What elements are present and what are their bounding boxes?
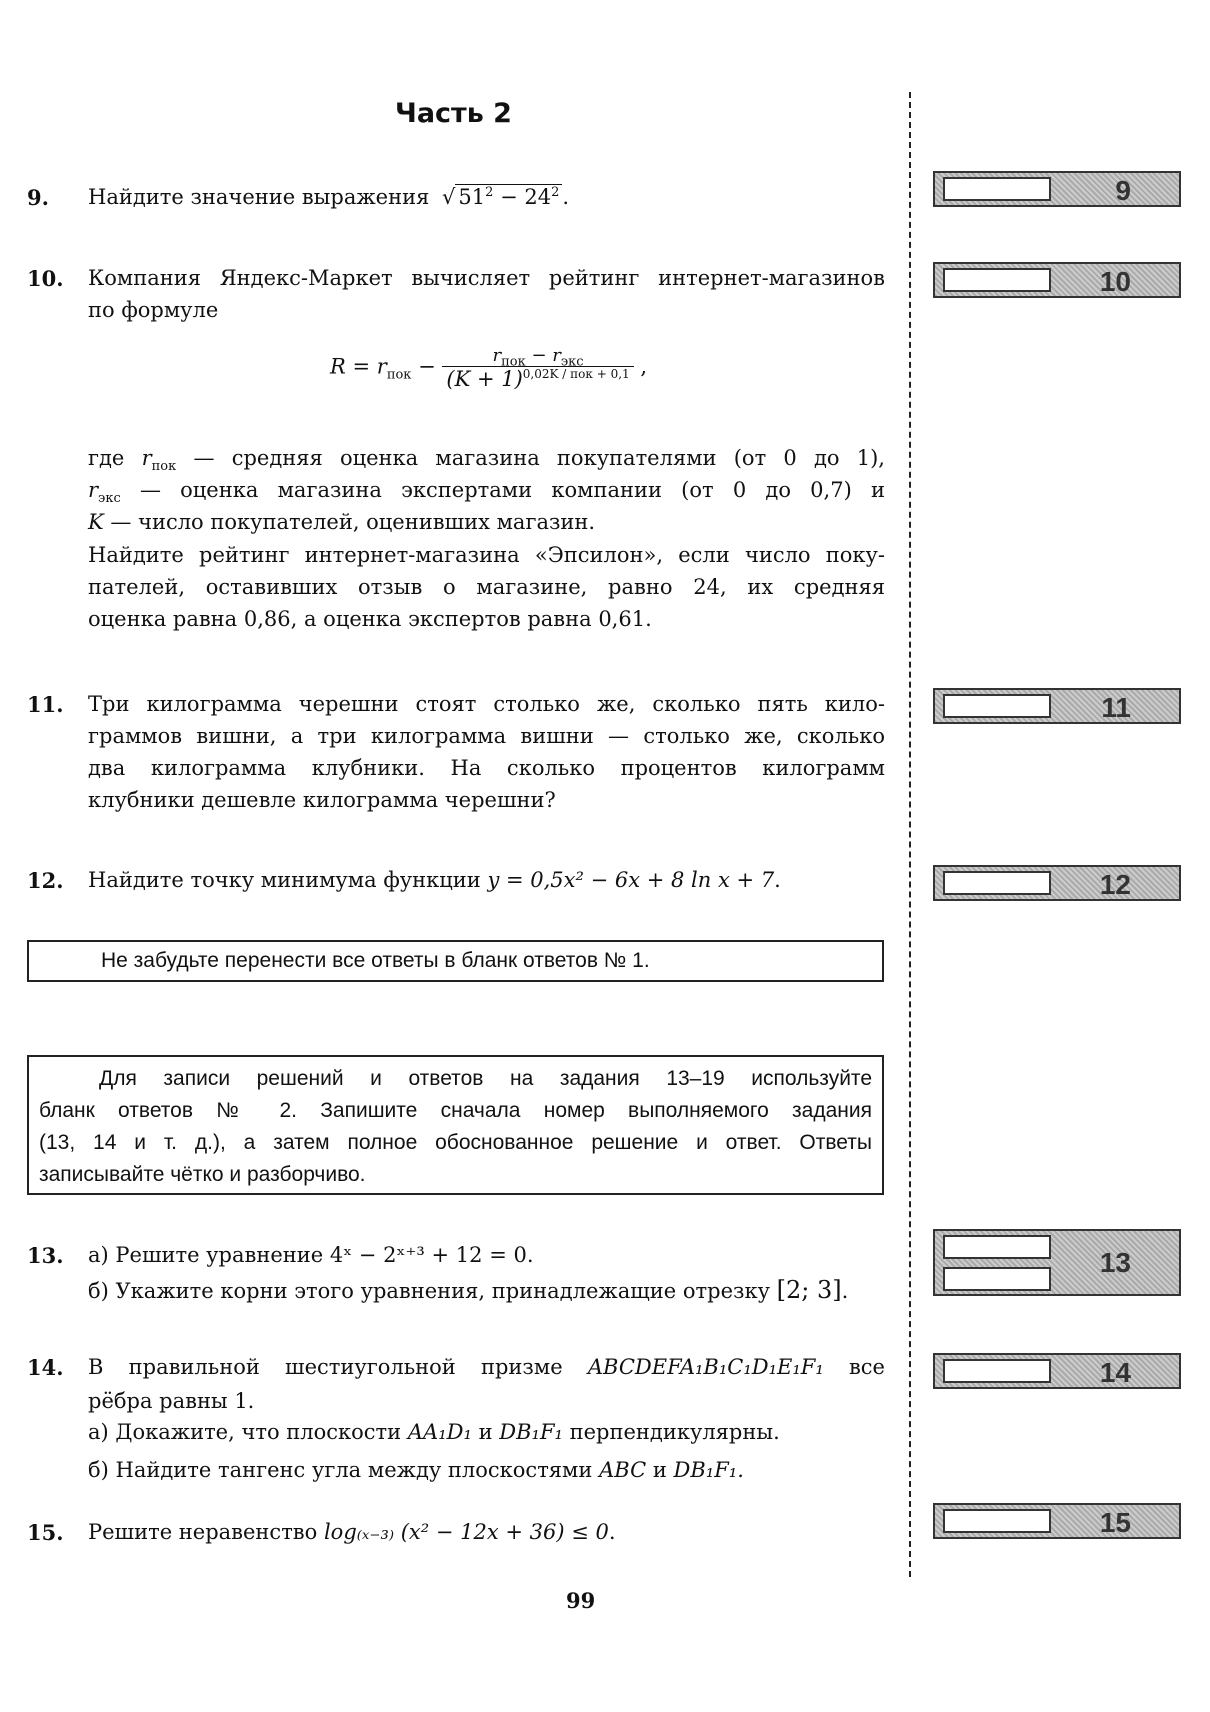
answer-field[interactable] xyxy=(943,268,1051,292)
answer-box-10[interactable]: 10 xyxy=(933,262,1181,298)
page-number: 99 xyxy=(566,1588,596,1613)
answer-field[interactable] xyxy=(943,1359,1051,1383)
answer-field[interactable] xyxy=(943,1235,1051,1259)
task-11-line: два килограмма клубники. На сколько процентов килограмм xyxy=(88,756,885,780)
task-11-line: клубники дешевле килограмма черешни? xyxy=(88,788,556,812)
rating-formula: $R = r_{пок}$ − $\frac{r_{пок} - r_{экс}}{(K + 1)^{0,02K / пок + 0,1}}$ , xyxy=(330,345,648,391)
task-15-text: Решите неравенство log₍ₓ₋₃₎ (x² − 12x + 36) ≤ 0. xyxy=(88,1520,616,1544)
task-number-11: 11. xyxy=(27,692,64,717)
task-10-desc: K — число покупателей, оценивших магазин. xyxy=(88,510,596,534)
task-13-b: б) Укажите корни этого уравнения, принадлежащие отрезку [2; 3]. xyxy=(88,1276,849,1304)
answer-box-11[interactable]: 11 xyxy=(933,688,1181,724)
task-number-9: 9. xyxy=(27,185,49,210)
answer-box-15[interactable]: 15 xyxy=(933,1503,1181,1539)
task-9-text: Найдите значение выражения √ $51^2 - 24^2$ . xyxy=(88,185,570,209)
task-13-a: а) Решите уравнение 4ˣ − 2ˣ⁺³ + 12 = 0. xyxy=(88,1243,534,1267)
task-10-line: по формуле xyxy=(88,298,219,322)
answer-field[interactable] xyxy=(943,871,1051,895)
answer-field[interactable] xyxy=(943,694,1051,718)
transfer-note: Не забудьте перенести все ответы в бланк ответов № 1. xyxy=(27,940,884,982)
task-10-desc: $r_{экс}$ — оценка магазина экспертами компании (от 0 до 0,7) и xyxy=(88,478,885,507)
task-12-text: Найдите точку минимума функции y = 0,5x² − 6x + 8 ln x + 7. xyxy=(88,868,781,892)
answer-field[interactable] xyxy=(943,1267,1051,1291)
task-number-14: 14. xyxy=(27,1355,64,1380)
task-10-question: Найдите рейтинг интернет-магазина «Эпсилон», если число поку- xyxy=(88,543,885,567)
task-10-question: пателей, оставивших отзыв о магазине, равно 24, их средняя xyxy=(88,575,885,599)
task-number-12: 12. xyxy=(27,868,64,893)
task-10-line: Компания Яндекс-Маркет вычисляет рейтинг интернет-магазинов xyxy=(88,266,885,290)
cut-line xyxy=(909,92,911,1577)
task-14-line: В правильной шестиугольной призме ABCDEFA₁B₁C₁D₁E₁F₁ все xyxy=(88,1355,885,1379)
answer-box-9[interactable]: 9 xyxy=(933,171,1181,207)
task-11-line: Три килограмма черешни стоят столько же, сколько пять кило- xyxy=(88,692,885,716)
task-number-10: 10. xyxy=(27,266,64,291)
task-14-line: рёбра равны 1. xyxy=(88,1389,255,1413)
instructions-note: Для записи решений и ответов на задания 13–19 используйте бланк ответов № 2. Запишите сначала номер выполняемого задания (13, 14 и т. д.), а затем полное обоснованное решение и ответ. Ответы записывайте чётко и разборчиво. xyxy=(27,1055,884,1195)
task-11-line: граммов вишни, а три килограмма вишни — столько же, сколько xyxy=(88,724,885,748)
answer-field[interactable] xyxy=(943,177,1051,201)
task-14-a: а) Докажите, что плоскости AA₁D₁ и DB₁F₁ перпендикулярны. xyxy=(88,1420,780,1444)
task-14-b: б) Найдите тангенс угла между плоскостями ABC и DB₁F₁. xyxy=(88,1458,744,1482)
answer-box-13[interactable]: 13 xyxy=(933,1229,1181,1296)
page-title: Часть 2 xyxy=(395,98,512,129)
answer-box-14[interactable]: 14 xyxy=(933,1353,1181,1389)
answer-box-12[interactable]: 12 xyxy=(933,865,1181,901)
answer-field[interactable] xyxy=(943,1509,1051,1533)
task-number-13: 13. xyxy=(27,1243,64,1268)
task-number-15: 15. xyxy=(27,1520,64,1545)
task-10-desc: где $r_{пок}$ — средняя оценка магазина покупателями (от 0 до 1), xyxy=(88,446,885,475)
task-10-question: оценка равна 0,86, а оценка экспертов равна 0,61. xyxy=(88,607,652,631)
